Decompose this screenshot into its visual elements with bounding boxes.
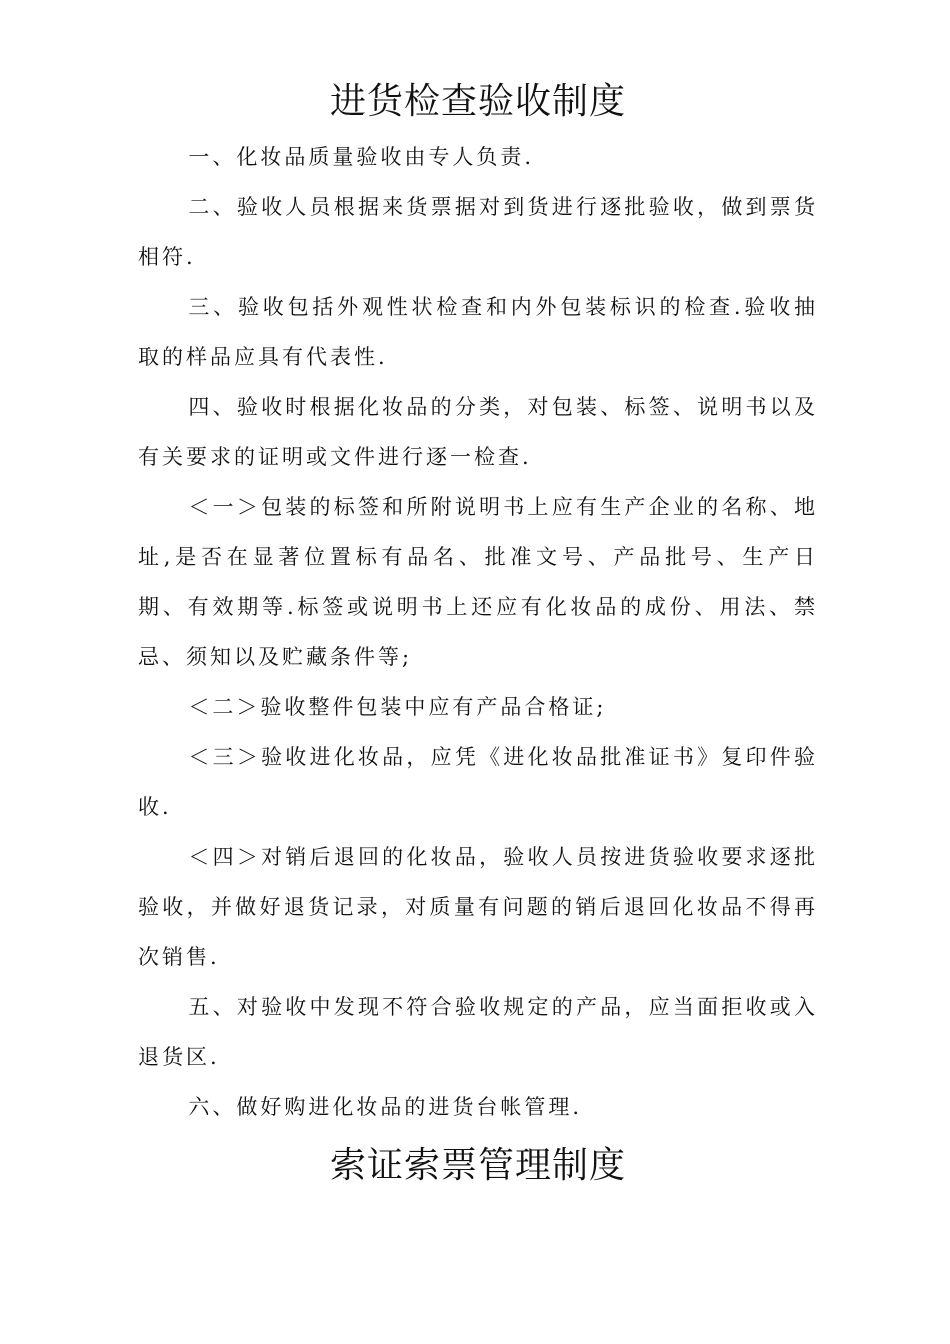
paragraph-2: 二、验收人员根据来货票据对到货进行逐批验收，做到票货相符. xyxy=(138,195,818,269)
paragraph-4: 四、验收时根据化妆品的分类，对包装、标签、说明书以及有关要求的证明或文件进行逐一检查. xyxy=(138,395,818,469)
paragraph-4-3: ＜三＞验收进化妆品，应凭《进化妆品批准证书》复印件验收. xyxy=(138,745,818,819)
paragraph-1: 一、化妆品质量验收由专人负责. xyxy=(188,145,535,169)
paragraph-6: 六、做好购进化妆品的进货台帐管理. xyxy=(188,1095,583,1119)
paragraph-4-2: ＜二＞验收整件包装中应有产品合格证; xyxy=(188,695,607,719)
paragraph-5: 五、对验收中发现不符合验收规定的产品，应当面拒收或入退货区. xyxy=(138,995,818,1069)
paragraph-3: 三、验收包括外观性状检查和内外包装标识的检查.验收抽取的样品应具有代表性. xyxy=(138,295,818,369)
paragraph-4-1: ＜一＞包装的标签和所附说明书上应有生产企业的名称、地址,是否在显著位置标有品名、批准文号、产品批号、生产日期、有效期等.标签或说明书上还应有化妆品的成份、用法、禁忌、须知以及贮藏条件等; xyxy=(138,495,818,669)
document-title: 进货检查验收制度 xyxy=(329,81,626,122)
paragraph-4-4: ＜四＞对销后退回的化妆品，验收人员按进货验收要求逐批验收，并做好退货记录，对质量有问题的销后退回化妆品不得再次销售. xyxy=(138,845,818,969)
second-document-title: 索证索票管理制度 xyxy=(329,1145,626,1186)
